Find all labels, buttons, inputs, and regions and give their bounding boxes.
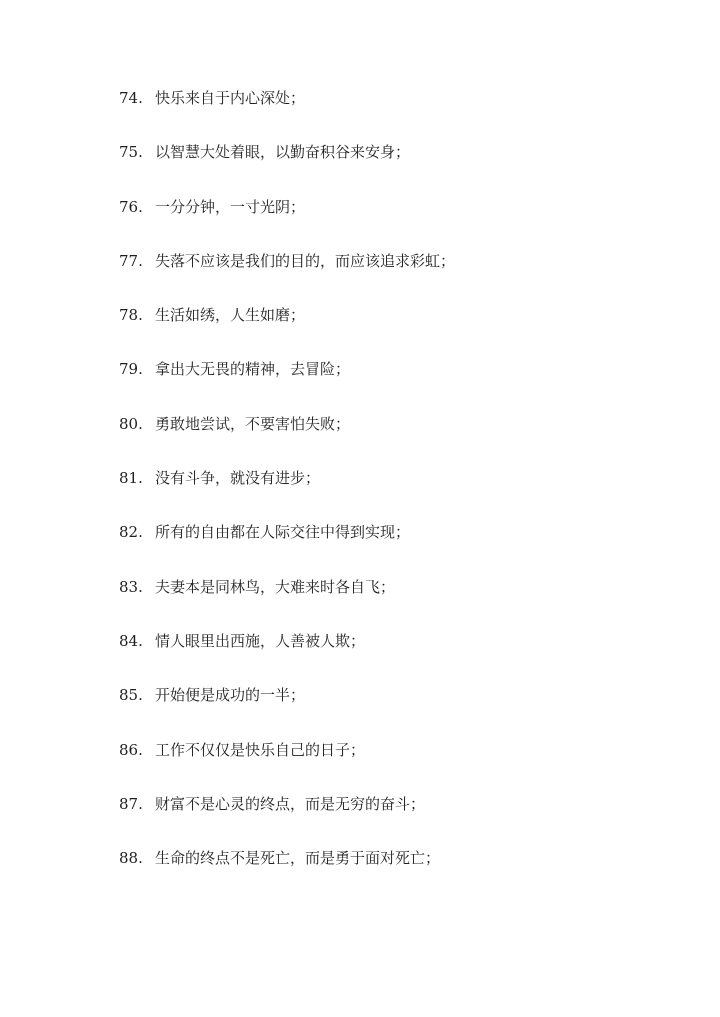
list-item	[119, 791, 455, 845]
item-number: 77.	[119, 251, 143, 270]
list-item	[119, 411, 455, 465]
list-item	[119, 85, 455, 139]
item-text: 拿出大无畏的精神，去冒险；	[155, 360, 351, 379]
list-item	[119, 682, 455, 736]
item-text: 财富不是心灵的终点，而是无穷的奋斗；	[155, 794, 426, 813]
list-item	[119, 845, 455, 899]
list-item	[119, 465, 455, 519]
item-number: 81.	[119, 469, 143, 488]
item-number: 83.	[119, 577, 143, 596]
item-text: 夫妻本是同林鸟，大难来时各自飞；	[155, 577, 396, 596]
item-text: 工作不仅仅是快乐自己的日子；	[155, 740, 366, 759]
list-item	[119, 139, 455, 193]
list-item	[119, 737, 455, 791]
item-text: 没有斗争，就没有进步；	[155, 469, 321, 488]
item-number: 75.	[119, 143, 143, 162]
item-number: 84.	[119, 631, 143, 650]
list-item	[119, 302, 455, 356]
item-number: 79.	[119, 360, 143, 379]
item-text: 开始便是成功的一半；	[155, 686, 306, 705]
numbered-list	[119, 85, 455, 899]
list-item	[119, 248, 455, 302]
list-item	[119, 194, 455, 248]
item-number: 74.	[119, 89, 143, 107]
item-number: 76.	[119, 197, 143, 216]
item-number: 80.	[119, 414, 143, 433]
item-text: 一分分钟，一寸光阴；	[155, 197, 306, 216]
item-text: 情人眼里出西施，人善被人欺；	[155, 631, 366, 650]
item-text: 生活如绣，人生如磨；	[155, 306, 306, 325]
item-text: 生命的终点不是死亡，而是勇于面对死亡；	[155, 849, 441, 868]
item-text: 以智慧大处着眼，以勤奋积谷来安身；	[155, 143, 411, 162]
item-number: 82.	[119, 523, 143, 542]
item-text: 所有的自由都在人际交往中得到实现；	[155, 523, 411, 542]
item-text: 快乐来自于内心深处；	[155, 89, 306, 107]
list-item	[119, 574, 455, 628]
list-item	[119, 356, 455, 410]
item-number: 86.	[119, 740, 143, 759]
list-item	[119, 519, 455, 573]
item-text: 失落不应该是我们的目的，而应该追求彩虹；	[155, 251, 456, 270]
list-item	[119, 628, 455, 682]
item-number: 78.	[119, 306, 143, 325]
item-number: 88.	[119, 849, 143, 868]
item-number: 85.	[119, 686, 143, 705]
item-text: 勇敢地尝试，不要害怕失败；	[155, 414, 351, 433]
item-number: 87.	[119, 794, 143, 813]
